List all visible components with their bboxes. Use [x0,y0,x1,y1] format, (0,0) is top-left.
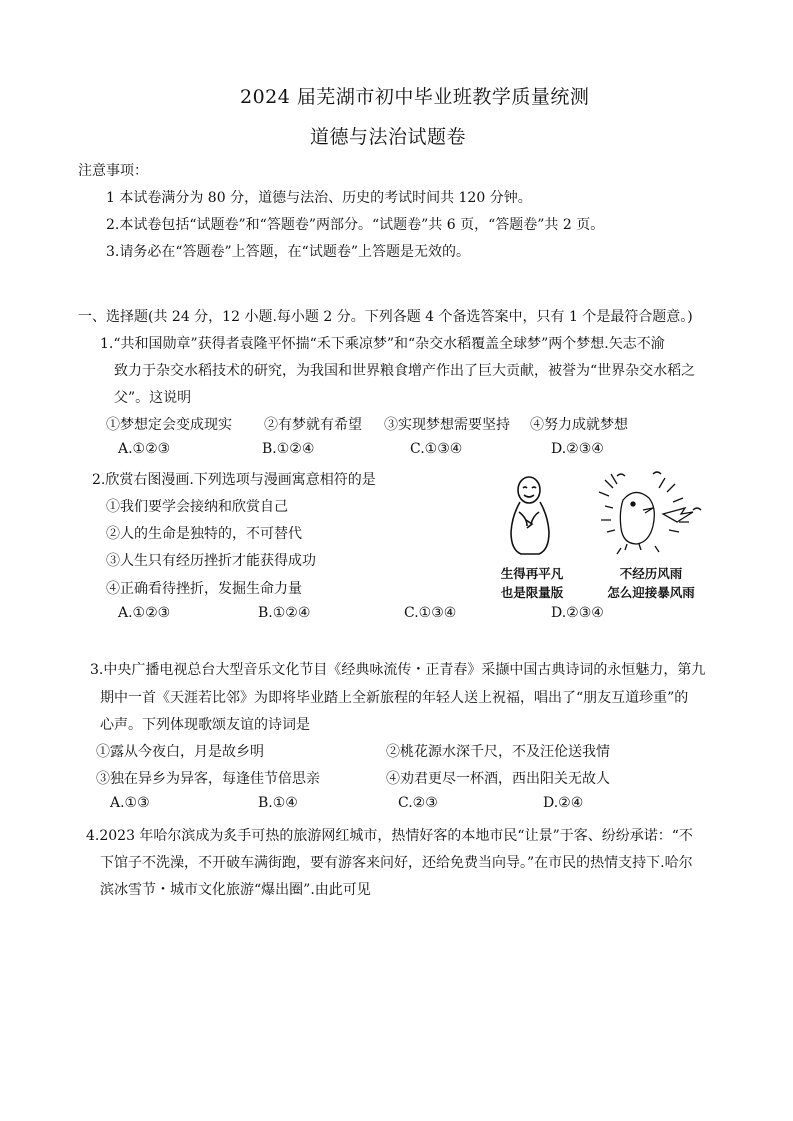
question-stem-line: 下馆子不洗澡，不开破车满街跑，要有游客来问好，还给免费当向导。”在市民的热情支持下.哈尔 [100,855,693,871]
answer-option: C.①③④ [404,605,457,621]
cartoon-illustration [493,470,708,600]
cartoon-caption-right-line2: 怎么迎接暴风雨 [607,585,695,600]
statement: ④劝君更尽一杯酒，西出阳关无故人 [386,771,610,787]
statement: ①梦想定会变成现实 [106,417,232,433]
statement: ④正确看待挫折，发掘生命力量 [106,581,302,597]
answer-option: C.②③ [398,795,438,811]
question-stem-line: 3.中央广播电视总台大型音乐文化节目《经典咏流传・正青春》采撷中国古典诗词的永恒魅力，第九 [90,662,706,678]
answer-option: B.①④ [258,795,298,811]
question-stem-line: 2.欣赏右图漫画.下列选项与漫画寓意相符的是 [92,472,376,488]
question-stem-line: 期中一首《天涯若比邻》为即将毕业踏上全新旅程的年轻人送上祝福，唱出了“朋友互道珍重”的 [100,690,689,706]
cartoon-drawing [493,470,708,560]
notice-item: 2.本试卷包括“试题卷”和“答题卷”两部分。“试题卷”共 6 页，“答题卷”共 2 页。 [106,217,605,233]
cartoon-caption-left-line1: 生得再平凡 [500,566,564,581]
question-stem-line: 致力于杂交水稻技术的研究，为我国和世界粮食增产作出了巨大贡献，被誉为“世界杂交水稻之 [114,363,696,379]
question-stem-line: 4.2023 年哈尔滨成为炙手可热的旅游网红城市，热情好客的本地市民“让景”于客、纷纷承诺：“不 [86,828,693,844]
statement: ③实现梦想需要坚持 [384,417,510,433]
statement: ②桃花源水深千尺，不及汪伦送我情 [386,744,610,760]
statement: ③人生只有经历挫折才能获得成功 [106,553,316,569]
question-stem-line: 心声。下列体现歌颂友谊的诗词是 [100,717,310,733]
cartoon-caption-left-line2: 也是限量版 [500,585,564,600]
statement: ①露从今夜白，月是故乡明 [96,744,264,760]
page-title: 2024 届芜湖市初中毕业班教学质量统测 [240,86,590,108]
question-stem-line: 滨冰雪节・城市文化旅游“爆出圈”.由此可见 [100,882,371,898]
answer-option: A.①②③ [118,605,171,621]
section-heading: 一、选择题(共 24 分，12 小题.每小题 2 分。下列各题 4 个备选答案中，只有 1 个是最符合题意。) [78,309,693,325]
notice-heading: 注意事项： [78,163,148,179]
answer-option: D.②④ [543,795,584,811]
statement: ③独在异乡为异客，每逢佳节倍思亲 [96,771,320,787]
answer-option: B.①②④ [262,441,315,457]
statement: ②人的生命是独特的，不可替代 [106,526,302,542]
answer-option: A.①③ [110,795,150,811]
page-subtitle: 道德与法治试题卷 [310,126,467,148]
answer-option: C.①③④ [410,441,463,457]
statement: ④努力成就梦想 [530,417,628,433]
answer-option: D.②③④ [551,605,604,621]
cartoon-caption-right-line1: 不经历风雨 [619,566,683,581]
question-stem-line: 父”。这说明 [114,390,192,406]
answer-option: B.①②④ [258,605,311,621]
answer-option: D.②③④ [551,441,604,457]
question-stem-line: 1.“共和国勋章”获得者袁隆平怀揣“禾下乘凉梦”和“杂交水稻覆盖全球梦”两个梦想.矢志不渝 [100,336,665,352]
notice-item: 1 本试卷满分为 80 分，道德与法治、历史的考试时间共 120 分钟。 [106,190,532,206]
statement: ①我们要学会接纳和欣赏自己 [106,499,288,515]
statement: ②有梦就有希望 [264,417,362,433]
notice-item: 3.请务必在“答题卷”上答题，在“试题卷”上答题是无效的。 [106,244,470,260]
answer-option: A.①②③ [118,441,171,457]
